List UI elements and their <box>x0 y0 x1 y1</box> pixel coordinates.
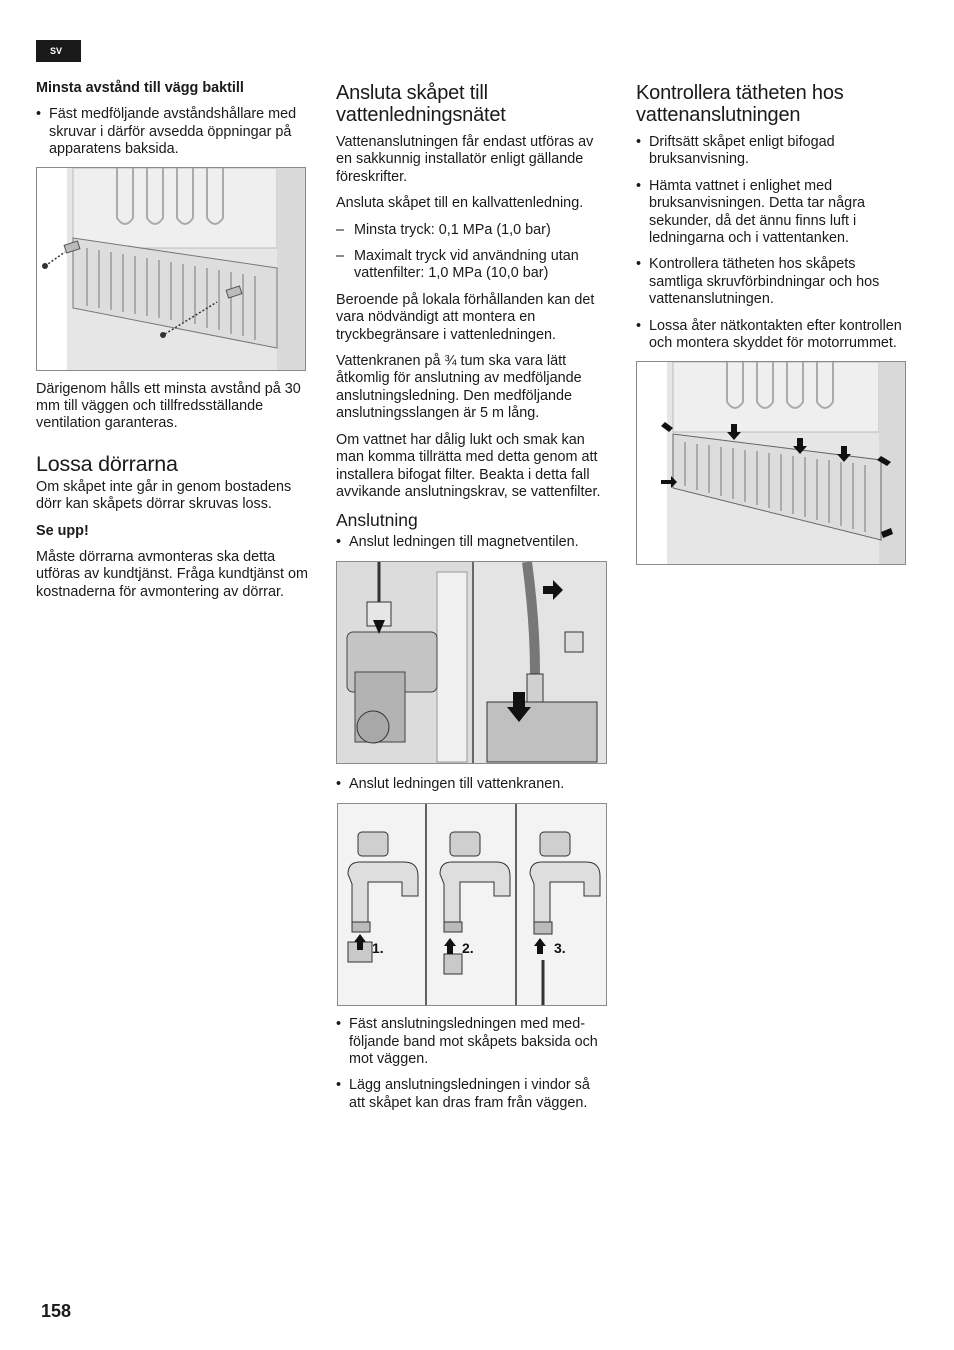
spacer-mounting-figure <box>36 167 306 371</box>
pressure-list <box>336 222 608 283</box>
tightness-bullet-4: • Lossa åter nätkontakten efter kontrollen och montera skyddet för motorrummet. <box>636 318 908 353</box>
motor-cover-illustration <box>637 362 905 564</box>
motor-cover-figure <box>636 361 906 565</box>
water-connection-title: Ansluta skåpet till vattenledningsnätet <box>336 82 506 126</box>
faucet-steps-figure <box>337 803 607 1006</box>
faucet-connection-steps-illustration <box>338 804 606 1005</box>
doors-text: Om skåpet inte går in genom bostadens dörr kan skåpets dörrar skruvas loss. <box>36 478 292 513</box>
water-p3: Beroende på lokala förhållanden kan det vara nödvändigt att montera en tryckbegränsare i vattenledningen. <box>336 291 595 343</box>
connection-list-3 <box>336 1016 608 1112</box>
page-number: 158 <box>41 1301 72 1321</box>
solenoid-valve-illustration <box>337 562 606 763</box>
min-distance-bullet: • Fäst medföljande avståndshållare med skruvar i därför avsedda öppningar på apparatens baksida. <box>36 106 308 158</box>
tightness-title: Kontrollera tätheten hos vattenanslutningen <box>636 82 844 126</box>
column-3 <box>636 82 908 565</box>
connection-heading: Anslutning <box>336 510 418 531</box>
tightness-bullet-2: • Hämta vattnet i enlighet med bruksanvisningen. Detta tar några sekunder, då det ännu finns luft i ledningarna och i vattentanken. <box>636 178 908 248</box>
step-1-label: 1. <box>372 940 384 957</box>
column-1 <box>36 80 308 610</box>
connection-bullet-3: • Fäst anslutningsledningen med med-följande band mot skåpets baksida och mot väggen. <box>336 1016 608 1068</box>
water-p5: Om vattnet har dålig lukt och smak kan man komma tillrätta med detta genom att installera bifogat filter. Beakta i detta fall avvikande anslutningskrav, se vattenfilter. <box>336 431 601 500</box>
column-2 <box>336 82 608 1121</box>
water-p2: Ansluta skåpet till en kallvattenledning. <box>336 195 584 212</box>
solenoid-valve-figure <box>336 561 607 764</box>
tightness-list <box>636 134 908 352</box>
connection-bullet-4: • Lägg anslutningsledningen i vindor så att skåpet kan dras fram från väggen. <box>336 1077 608 1112</box>
connection-list-1 <box>336 534 608 551</box>
pressure-min: – Minsta tryck: 0,1 MPa (1,0 bar) <box>336 222 608 239</box>
min-distance-list <box>36 106 308 158</box>
water-p1: Vattenanslutningen får endast utföras av en sakkunnig installatör enligt gällande föreskrifter. <box>336 134 594 185</box>
language-tag: SV <box>36 40 81 62</box>
min-distance-heading: Minsta avstånd till vägg baktill <box>36 80 244 96</box>
connection-list-2 <box>336 776 608 793</box>
tightness-bullet-3: • Kontrollera tätheten hos skåpets samtliga skruvförbindningar och hos vattenanslutningen. <box>636 256 908 308</box>
fridge-back-spacers-illustration <box>37 168 305 370</box>
caution-text: Måste dörrarna avmonteras ska detta utföras av kundtjänst. Fråga kundtjänst om kostnaderna för avmontering av dörrar. <box>36 549 308 600</box>
caution-label: Se upp! <box>36 522 89 539</box>
min-distance-after: Därigenom hålls ett minsta avstånd på 30 mm till väggen och tillfredsställande ventilation garanteras. <box>36 380 301 432</box>
doors-title: Lossa dörrarna <box>36 451 178 476</box>
connection-bullet-2: • Anslut ledningen till vattenkranen. <box>336 776 608 793</box>
step-2-label: 2. <box>462 940 474 957</box>
water-p4: Vattenkranen på ¾ tum ska vara lätt åtkomlig för anslutning av medföljande anslutningsledning. Den medföljande anslutningsslangen är 5 m lång. <box>336 353 582 422</box>
tightness-bullet-1: • Driftsätt skåpet enligt bifogad bruksanvisning. <box>636 134 908 169</box>
pressure-max: – Maximalt tryck vid användning utan vattenfilter: 1,0 MPa (10,0 bar) <box>336 248 608 283</box>
connection-bullet-1: • Anslut ledningen till magnetventilen. <box>336 534 608 551</box>
step-3-label: 3. <box>554 940 566 957</box>
